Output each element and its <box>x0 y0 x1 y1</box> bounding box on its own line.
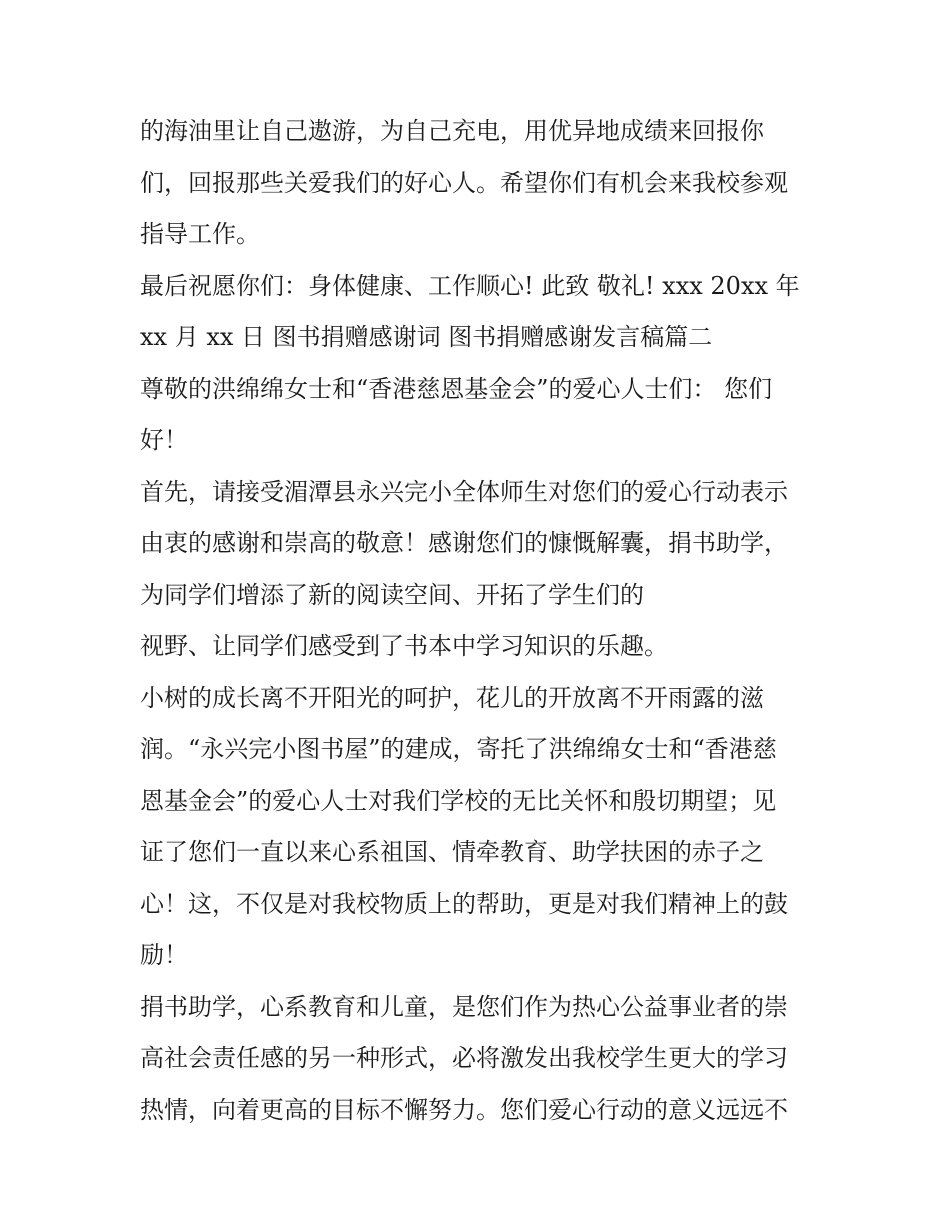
text-line: 视野、让同学们感受到了书本中学习知识的乐趣。 <box>140 632 668 660</box>
text-line: 恩基金会”的爱心人士对我们学校的无比关怀和殷切期望；见 <box>140 786 777 815</box>
text-line: 为同学们增添了新的阅读空间、开拓了学生们的 <box>140 580 644 609</box>
text-line: 最后祝愿你们：身体健康、工作顺心! 此致 敬礼! xxx 20xx 年 <box>140 271 800 300</box>
text-line: 们，回报那些关爱我们的好心人。希望你们有机会来我校参观 <box>140 168 788 197</box>
text-line: 高社会责任感的另一种形式，必将激发出我校学生更大的学习 <box>140 1044 788 1072</box>
text-line: 励！ <box>140 941 188 969</box>
text-line: 热情，向着更高的目标不懈努力。您们爱心行动的意义远远不 <box>140 1095 788 1124</box>
text-line: 由衷的感谢和崇高的敬意！感谢您们的慷慨解囊，捐书助学， <box>140 529 788 557</box>
text-line: 捐书助学，心系教育和儿童，是您们作为热心公益事业者的崇 <box>140 992 788 1021</box>
body-text <box>140 106 820 1136</box>
text-line: 心！这，不仅是对我校物质上的帮助，更是对我们精神上的鼓 <box>140 889 788 918</box>
text-line: 证了您们一直以来心系祖国、情牵教育、助学扶困的赤子之 <box>140 838 764 866</box>
text-line: 首先，请接受湄潭县永兴完小全体师生对您们的爱心行动表示 <box>140 477 788 506</box>
text-line: 好！ <box>140 426 188 454</box>
text-line: 指导工作。 <box>140 220 260 248</box>
text-line: 尊敬的洪绵绵女士和“香港慈恩基金会”的爱心人士们： 您们 <box>140 374 773 403</box>
text-line: 小树的成长离不开阳光的呵护，花儿的开放离不开雨露的滋 <box>140 683 764 712</box>
text-line: 润。“永兴完小图书屋”的建成，寄托了洪绵绵女士和“香港慈 <box>140 735 777 763</box>
text-line: 的海油里让自己遨游，为自己充电，用优异地成绩来回报你 <box>140 117 764 145</box>
text-line: xx 月 xx 日 图书捐赠感谢词 图书捐赠感谢发言稿篇二 <box>140 323 713 351</box>
